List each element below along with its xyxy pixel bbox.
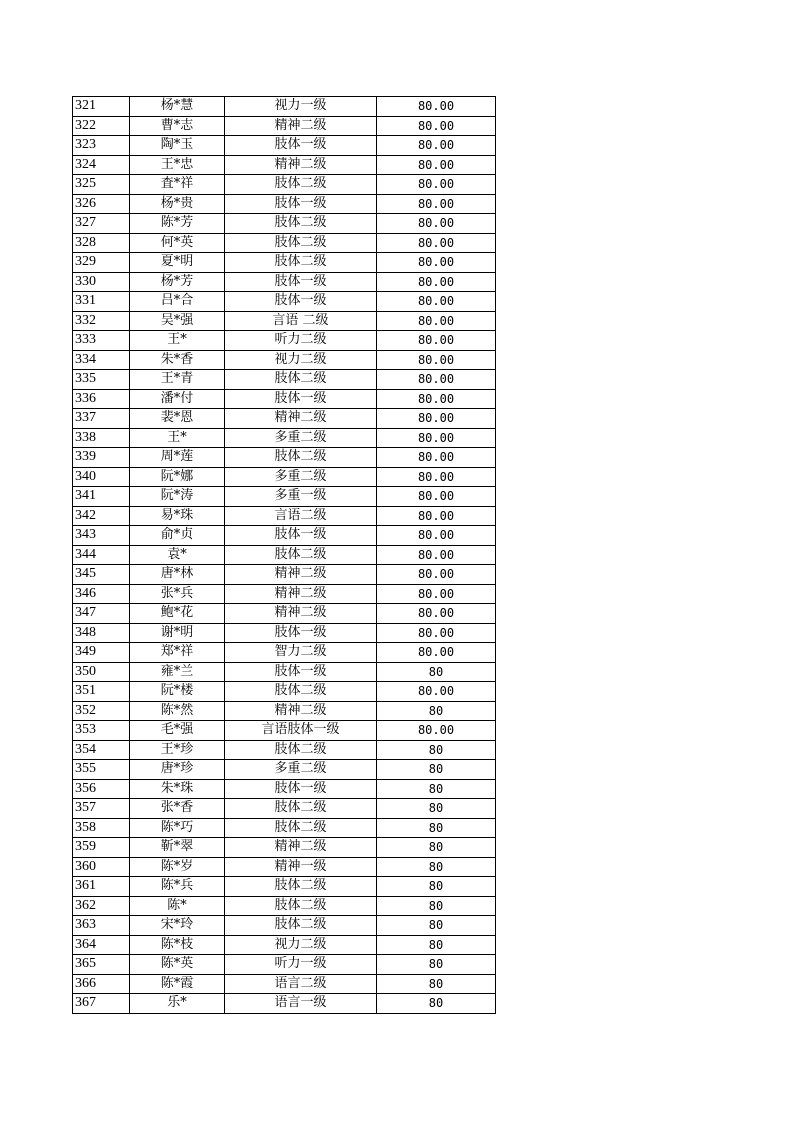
table-row — [73, 935, 496, 955]
table-row — [73, 799, 496, 819]
name-cell: 陈*芳 — [130, 214, 225, 234]
table-row — [73, 487, 496, 507]
disability-level-cell: 肢体一级 — [225, 526, 377, 546]
disability-level-cell: 多重二级 — [225, 760, 377, 780]
table-row — [73, 506, 496, 526]
amount-cell: 80.00 — [377, 604, 496, 624]
row-number-cell: 367 — [73, 994, 130, 1014]
name-cell: 阮*楼 — [130, 682, 225, 702]
disability-level-cell: 言语 二级 — [225, 311, 377, 331]
amount-cell: 80 — [377, 877, 496, 897]
table-row — [73, 740, 496, 760]
table-row — [73, 526, 496, 546]
disability-level-cell: 精神二级 — [225, 155, 377, 175]
name-cell: 杨*芳 — [130, 272, 225, 292]
amount-cell: 80 — [377, 857, 496, 877]
row-number-cell: 337 — [73, 409, 130, 429]
disability-level-cell: 肢体二级 — [225, 877, 377, 897]
table-row — [73, 896, 496, 916]
table-row — [73, 955, 496, 975]
amount-cell: 80.00 — [377, 428, 496, 448]
table-row — [73, 409, 496, 429]
amount-cell: 80 — [377, 779, 496, 799]
table-row — [73, 604, 496, 624]
amount-cell: 80.00 — [377, 623, 496, 643]
row-number-cell: 333 — [73, 331, 130, 351]
amount-cell: 80.00 — [377, 467, 496, 487]
amount-cell: 80.00 — [377, 721, 496, 741]
amount-cell: 80.00 — [377, 389, 496, 409]
table-row — [73, 175, 496, 195]
disability-level-cell: 肢体二级 — [225, 214, 377, 234]
disability-level-cell: 听力二级 — [225, 331, 377, 351]
disability-level-cell: 精神二级 — [225, 838, 377, 858]
disability-level-cell: 肢体二级 — [225, 545, 377, 565]
table-row — [73, 331, 496, 351]
table-row — [73, 448, 496, 468]
row-number-cell: 348 — [73, 623, 130, 643]
row-number-cell: 322 — [73, 116, 130, 136]
row-number-cell: 346 — [73, 584, 130, 604]
amount-cell: 80.00 — [377, 448, 496, 468]
name-cell: 王*忠 — [130, 155, 225, 175]
row-number-cell: 342 — [73, 506, 130, 526]
disability-level-cell: 肢体二级 — [225, 370, 377, 390]
row-number-cell: 361 — [73, 877, 130, 897]
name-cell: 靳*翠 — [130, 838, 225, 858]
disability-level-cell: 多重二级 — [225, 467, 377, 487]
row-number-cell: 365 — [73, 955, 130, 975]
amount-cell: 80.00 — [377, 214, 496, 234]
row-number-cell: 341 — [73, 487, 130, 507]
name-cell: 陈* — [130, 896, 225, 916]
name-cell: 陈*霞 — [130, 974, 225, 994]
disability-level-cell: 肢体一级 — [225, 136, 377, 156]
table-row — [73, 136, 496, 156]
name-cell: 王*珍 — [130, 740, 225, 760]
row-number-cell: 357 — [73, 799, 130, 819]
amount-cell: 80.00 — [377, 136, 496, 156]
table-row — [73, 155, 496, 175]
disability-level-cell: 肢体二级 — [225, 253, 377, 273]
disability-level-cell: 言语肢体一级 — [225, 721, 377, 741]
amount-cell: 80 — [377, 818, 496, 838]
table-row — [73, 194, 496, 214]
table-row — [73, 389, 496, 409]
amount-cell: 80.00 — [377, 292, 496, 312]
amount-cell: 80.00 — [377, 194, 496, 214]
table-row — [73, 370, 496, 390]
table-row — [73, 584, 496, 604]
table-row — [73, 350, 496, 370]
disability-level-cell: 肢体二级 — [225, 233, 377, 253]
table-row — [73, 779, 496, 799]
table-row — [73, 97, 496, 117]
name-cell: 张*香 — [130, 799, 225, 819]
disability-level-cell: 多重二级 — [225, 428, 377, 448]
name-cell: 陈*然 — [130, 701, 225, 721]
amount-cell: 80.00 — [377, 233, 496, 253]
roster-table — [72, 96, 496, 1014]
row-number-cell: 331 — [73, 292, 130, 312]
table-row — [73, 214, 496, 234]
amount-cell: 80.00 — [377, 311, 496, 331]
amount-cell: 80.00 — [377, 331, 496, 351]
amount-cell: 80.00 — [377, 370, 496, 390]
amount-cell: 80 — [377, 974, 496, 994]
table-row — [73, 682, 496, 702]
disability-level-cell: 视力二级 — [225, 350, 377, 370]
row-number-cell: 356 — [73, 779, 130, 799]
table-row — [73, 428, 496, 448]
disability-level-cell: 精神二级 — [225, 604, 377, 624]
row-number-cell: 332 — [73, 311, 130, 331]
disability-level-cell: 精神一级 — [225, 857, 377, 877]
name-cell: 鲍*花 — [130, 604, 225, 624]
row-number-cell: 347 — [73, 604, 130, 624]
disability-level-cell: 视力二级 — [225, 935, 377, 955]
disability-level-cell: 视力一级 — [225, 97, 377, 117]
disability-level-cell: 肢体一级 — [225, 272, 377, 292]
disability-level-cell: 肢体一级 — [225, 194, 377, 214]
amount-cell: 80 — [377, 994, 496, 1014]
table-row — [73, 994, 496, 1014]
name-cell: 陈*岁 — [130, 857, 225, 877]
disability-level-cell: 肢体二级 — [225, 175, 377, 195]
row-number-cell: 353 — [73, 721, 130, 741]
amount-cell: 80.00 — [377, 409, 496, 429]
disability-level-cell: 精神二级 — [225, 701, 377, 721]
amount-cell: 80.00 — [377, 545, 496, 565]
row-number-cell: 330 — [73, 272, 130, 292]
disability-level-cell: 肢体二级 — [225, 916, 377, 936]
row-number-cell: 327 — [73, 214, 130, 234]
disability-level-cell: 智力二级 — [225, 643, 377, 663]
disability-level-cell: 肢体二级 — [225, 799, 377, 819]
name-cell: 乐* — [130, 994, 225, 1014]
amount-cell: 80 — [377, 935, 496, 955]
row-number-cell: 324 — [73, 155, 130, 175]
amount-cell: 80 — [377, 701, 496, 721]
table-row — [73, 623, 496, 643]
name-cell: 袁* — [130, 545, 225, 565]
name-cell: 陶*玉 — [130, 136, 225, 156]
name-cell: 郑*祥 — [130, 643, 225, 663]
disability-level-cell: 精神二级 — [225, 565, 377, 585]
row-number-cell: 328 — [73, 233, 130, 253]
name-cell: 王*青 — [130, 370, 225, 390]
name-cell: 毛*强 — [130, 721, 225, 741]
row-number-cell: 338 — [73, 428, 130, 448]
table-row — [73, 233, 496, 253]
row-number-cell: 352 — [73, 701, 130, 721]
name-cell: 朱*珠 — [130, 779, 225, 799]
name-cell: 陈*兵 — [130, 877, 225, 897]
row-number-cell: 363 — [73, 916, 130, 936]
table-row — [73, 877, 496, 897]
row-number-cell: 358 — [73, 818, 130, 838]
table-row — [73, 253, 496, 273]
table-row — [73, 721, 496, 741]
amount-cell: 80 — [377, 760, 496, 780]
name-cell: 吕*合 — [130, 292, 225, 312]
amount-cell: 80 — [377, 662, 496, 682]
row-number-cell: 334 — [73, 350, 130, 370]
table-row — [73, 292, 496, 312]
table-row — [73, 818, 496, 838]
row-number-cell: 366 — [73, 974, 130, 994]
name-cell: 阮*涛 — [130, 487, 225, 507]
disability-level-cell: 肢体二级 — [225, 740, 377, 760]
row-number-cell: 362 — [73, 896, 130, 916]
disability-level-cell: 肢体一级 — [225, 779, 377, 799]
row-number-cell: 323 — [73, 136, 130, 156]
disability-level-cell: 多重一级 — [225, 487, 377, 507]
table-row — [73, 643, 496, 663]
table-row — [73, 838, 496, 858]
row-number-cell: 326 — [73, 194, 130, 214]
table-row — [73, 974, 496, 994]
row-number-cell: 329 — [73, 253, 130, 273]
row-number-cell: 349 — [73, 643, 130, 663]
amount-cell: 80.00 — [377, 175, 496, 195]
row-number-cell: 336 — [73, 389, 130, 409]
amount-cell: 80.00 — [377, 506, 496, 526]
row-number-cell: 340 — [73, 467, 130, 487]
disability-level-cell: 肢体二级 — [225, 682, 377, 702]
name-cell: 宋*玲 — [130, 916, 225, 936]
amount-cell: 80.00 — [377, 272, 496, 292]
name-cell: 王* — [130, 331, 225, 351]
disability-level-cell: 肢体二级 — [225, 896, 377, 916]
disability-level-cell: 精神二级 — [225, 116, 377, 136]
row-number-cell: 351 — [73, 682, 130, 702]
name-cell: 何*英 — [130, 233, 225, 253]
name-cell: 唐*林 — [130, 565, 225, 585]
amount-cell: 80 — [377, 799, 496, 819]
disability-level-cell: 语言二级 — [225, 974, 377, 994]
amount-cell: 80 — [377, 740, 496, 760]
name-cell: 易*珠 — [130, 506, 225, 526]
name-cell: 唐*珍 — [130, 760, 225, 780]
table-row — [73, 311, 496, 331]
amount-cell: 80.00 — [377, 526, 496, 546]
name-cell: 陈*枝 — [130, 935, 225, 955]
row-number-cell: 364 — [73, 935, 130, 955]
amount-cell: 80.00 — [377, 350, 496, 370]
table-row — [73, 545, 496, 565]
row-number-cell: 345 — [73, 565, 130, 585]
name-cell: 陈*巧 — [130, 818, 225, 838]
disability-level-cell: 精神二级 — [225, 584, 377, 604]
name-cell: 王* — [130, 428, 225, 448]
table-row — [73, 916, 496, 936]
amount-cell: 80.00 — [377, 682, 496, 702]
amount-cell: 80 — [377, 896, 496, 916]
name-cell: 夏*明 — [130, 253, 225, 273]
name-cell: 裴*恩 — [130, 409, 225, 429]
name-cell: 俞*贞 — [130, 526, 225, 546]
amount-cell: 80 — [377, 838, 496, 858]
row-number-cell: 321 — [73, 97, 130, 117]
disability-level-cell: 肢体二级 — [225, 818, 377, 838]
name-cell: 朱*香 — [130, 350, 225, 370]
row-number-cell: 343 — [73, 526, 130, 546]
disability-level-cell: 肢体一级 — [225, 662, 377, 682]
table-row — [73, 116, 496, 136]
amount-cell: 80.00 — [377, 116, 496, 136]
amount-cell: 80 — [377, 955, 496, 975]
name-cell: 张*兵 — [130, 584, 225, 604]
name-cell: 阮*娜 — [130, 467, 225, 487]
name-cell: 潘*付 — [130, 389, 225, 409]
table-row — [73, 565, 496, 585]
disability-level-cell: 肢体一级 — [225, 292, 377, 312]
table-row — [73, 467, 496, 487]
row-number-cell: 359 — [73, 838, 130, 858]
name-cell: 査*祥 — [130, 175, 225, 195]
name-cell: 杨*贵 — [130, 194, 225, 214]
disability-level-cell: 语言一级 — [225, 994, 377, 1014]
amount-cell: 80.00 — [377, 584, 496, 604]
table-row — [73, 662, 496, 682]
name-cell: 陈*英 — [130, 955, 225, 975]
table-row — [73, 857, 496, 877]
name-cell: 杨*慧 — [130, 97, 225, 117]
row-number-cell: 354 — [73, 740, 130, 760]
name-cell: 曹*志 — [130, 116, 225, 136]
roster-table-body — [73, 97, 496, 1014]
disability-level-cell: 肢体二级 — [225, 448, 377, 468]
row-number-cell: 344 — [73, 545, 130, 565]
disability-level-cell: 听力一级 — [225, 955, 377, 975]
disability-level-cell: 精神二级 — [225, 409, 377, 429]
disability-level-cell: 肢体一级 — [225, 389, 377, 409]
row-number-cell: 335 — [73, 370, 130, 390]
row-number-cell: 339 — [73, 448, 130, 468]
row-number-cell: 325 — [73, 175, 130, 195]
table-row — [73, 701, 496, 721]
name-cell: 谢*明 — [130, 623, 225, 643]
table-row — [73, 272, 496, 292]
row-number-cell: 350 — [73, 662, 130, 682]
disability-level-cell: 言语二级 — [225, 506, 377, 526]
amount-cell: 80 — [377, 916, 496, 936]
name-cell: 周*莲 — [130, 448, 225, 468]
disability-level-cell: 肢体一级 — [225, 623, 377, 643]
row-number-cell: 360 — [73, 857, 130, 877]
amount-cell: 80.00 — [377, 253, 496, 273]
amount-cell: 80.00 — [377, 643, 496, 663]
amount-cell: 80.00 — [377, 155, 496, 175]
amount-cell: 80.00 — [377, 97, 496, 117]
amount-cell: 80.00 — [377, 487, 496, 507]
name-cell: 雍*兰 — [130, 662, 225, 682]
row-number-cell: 355 — [73, 760, 130, 780]
table-row — [73, 760, 496, 780]
amount-cell: 80.00 — [377, 565, 496, 585]
name-cell: 吴*强 — [130, 311, 225, 331]
